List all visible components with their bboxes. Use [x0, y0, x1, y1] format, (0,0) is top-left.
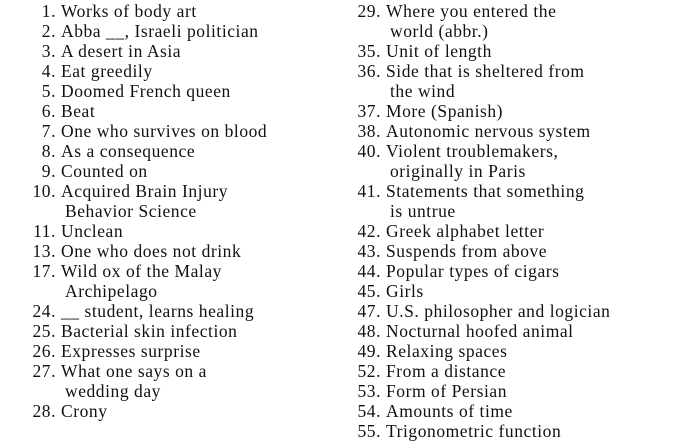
clue-number: 4. [41, 61, 56, 81]
clue-item [6, 241, 336, 261]
clue-text [61, 301, 254, 321]
clue-text [386, 121, 591, 141]
clue-item [6, 401, 336, 421]
clue-item [352, 361, 674, 381]
clue-item [352, 401, 674, 421]
clue-text-line: Suspends from above [386, 241, 548, 261]
clue-text-line: Nocturnal hoofed animal [386, 321, 574, 341]
clue-text-line: Autonomic nervous system [386, 121, 591, 141]
clue-item [352, 301, 674, 321]
clue-item [6, 181, 336, 221]
clue-item [352, 61, 674, 101]
clue-number: 47. [357, 301, 381, 321]
clue-text-line: U.S. philosopher and logician [386, 301, 611, 321]
clue-text [386, 281, 424, 301]
clue-item [352, 321, 674, 341]
clue-text-line: More (Spanish) [386, 101, 504, 121]
clue-text-line: Where you entered the [386, 1, 557, 21]
clue-text-line: Side that is sheltered from [386, 61, 585, 81]
clue-text [386, 101, 503, 121]
clue-text-line: Statements that something [386, 181, 585, 201]
clue-text-line: Bacterial skin infection [61, 321, 238, 341]
clue-list-left [6, 1, 336, 421]
clue-text-line: Works of body art [61, 1, 197, 21]
clue-text-line: As a consequence [61, 141, 196, 161]
clue-text [61, 261, 222, 301]
clue-item [6, 141, 336, 161]
clue-text-line: wedding day [65, 381, 161, 401]
clue-text-line: Violent troublemakers, [386, 141, 559, 161]
clue-text [61, 141, 195, 161]
clue-number: 24. [32, 301, 56, 321]
clue-text [61, 121, 267, 141]
clue-text [61, 61, 153, 81]
clue-number: 1. [41, 1, 56, 21]
clue-text-line: Unclean [61, 221, 124, 241]
clue-text [61, 241, 241, 261]
clue-item [6, 361, 336, 401]
clue-text [61, 221, 123, 241]
clue-number: 42. [357, 221, 381, 241]
clue-number: 44. [357, 261, 381, 281]
clue-text [61, 81, 231, 101]
clue-text-line: Amounts of time [386, 401, 513, 421]
clue-text-line: From a distance [386, 361, 507, 381]
clue-number: 54. [357, 401, 381, 421]
clue-text [61, 341, 201, 361]
clue-text-line: Abba __, Israeli politician [61, 21, 259, 41]
clue-item [6, 341, 336, 361]
clue-item [6, 261, 336, 301]
clue-number: 55. [357, 421, 381, 441]
clue-item [352, 381, 674, 401]
clue-text [61, 161, 148, 181]
clue-item [352, 261, 674, 281]
clue-item [6, 321, 336, 341]
clue-text-line: is untrue [390, 201, 456, 221]
clue-number: 41. [357, 181, 381, 201]
clue-text-line: world (abbr.) [390, 21, 489, 41]
clue-number: 7. [41, 121, 56, 141]
clue-text-line: Behavior Science [65, 201, 197, 221]
clue-text [61, 181, 228, 221]
clue-item [6, 301, 336, 321]
clue-number: 8. [41, 141, 56, 161]
clue-text-line: Trigonometric function [386, 421, 562, 441]
clue-text [61, 361, 207, 401]
clue-item [352, 41, 674, 61]
clue-text [386, 301, 610, 321]
clue-text [386, 221, 544, 241]
clue-number: 43. [357, 241, 381, 261]
clue-item [6, 81, 336, 101]
clue-text-line: Unit of length [386, 41, 492, 61]
clue-number: 28. [32, 401, 56, 421]
clue-text [386, 1, 556, 41]
clue-text [386, 141, 558, 181]
clue-text [386, 321, 574, 341]
clue-text [61, 321, 237, 341]
clue-number: 49. [357, 341, 381, 361]
clue-item [6, 101, 336, 121]
clue-text-line: Beat [61, 101, 96, 121]
clue-item [6, 221, 336, 241]
clue-text-line: Expresses surprise [61, 341, 201, 361]
clue-number: 25. [32, 321, 56, 341]
clue-text-line: Eat greedily [61, 61, 153, 81]
clue-number: 45. [357, 281, 381, 301]
clue-text-line: Greek alphabet letter [386, 221, 545, 241]
clue-number: 2. [41, 21, 56, 41]
clue-text [386, 261, 560, 281]
clue-item [352, 121, 674, 141]
clue-text [61, 41, 181, 61]
clue-list-right [352, 1, 674, 441]
clue-item [6, 61, 336, 81]
clue-number: 38. [357, 121, 381, 141]
clue-item [6, 1, 336, 21]
clue-text-line: Wild ox of the Malay [61, 261, 222, 281]
clue-text-line: Crony [61, 401, 108, 421]
clue-text-line: A desert in Asia [61, 41, 182, 61]
clue-text [386, 61, 585, 101]
clue-text [386, 341, 507, 361]
clue-number: 5. [41, 81, 56, 101]
clue-number: 52. [357, 361, 381, 381]
clue-item [352, 341, 674, 361]
clue-number: 13. [32, 241, 56, 261]
clue-item [352, 221, 674, 241]
clue-item [6, 121, 336, 141]
clue-text-line: Form of Persian [386, 381, 508, 401]
clue-text-line: One who does not drink [61, 241, 242, 261]
clue-text-line: Acquired Brain Injury [61, 181, 229, 201]
clue-text [386, 41, 492, 61]
clue-text-line: __ student, learns healing [61, 301, 255, 321]
clue-number: 26. [32, 341, 56, 361]
clue-item [352, 1, 674, 41]
clue-item [352, 141, 674, 181]
clue-text-line: Doomed French queen [61, 81, 231, 101]
clue-text [386, 401, 513, 421]
clue-number: 35. [357, 41, 381, 61]
clue-item [352, 241, 674, 261]
clue-item [6, 41, 336, 61]
clue-number: 29. [357, 1, 381, 21]
clue-text [386, 241, 547, 261]
clue-text-line: the wind [390, 81, 456, 101]
clue-number: 37. [357, 101, 381, 121]
clue-item [352, 421, 674, 441]
clue-text [386, 421, 561, 441]
clue-number: 53. [357, 381, 381, 401]
clue-text [386, 181, 584, 221]
clue-text [61, 1, 197, 21]
clue-item [6, 161, 336, 181]
clue-item [352, 281, 674, 301]
clue-text-line: What one says on a [61, 361, 207, 381]
clue-item [352, 101, 674, 121]
clue-number: 9. [41, 161, 56, 181]
clue-text-line: originally in Paris [390, 161, 526, 181]
clue-item [352, 181, 674, 221]
clue-number: 17. [32, 261, 56, 281]
clue-number: 27. [32, 361, 56, 381]
clue-number: 40. [357, 141, 381, 161]
clue-text-line: Girls [386, 281, 424, 301]
clue-item [6, 21, 336, 41]
clue-text-line: Popular types of cigars [386, 261, 560, 281]
clue-number: 48. [357, 321, 381, 341]
clue-number: 11. [33, 221, 56, 241]
clue-text [61, 21, 259, 41]
clue-text [386, 361, 506, 381]
clue-text [61, 101, 95, 121]
clue-number: 6. [41, 101, 56, 121]
clue-number: 36. [357, 61, 381, 81]
clue-text-line: One who survives on blood [61, 121, 268, 141]
clue-text-line: Archipelago [65, 281, 158, 301]
clue-text [386, 381, 507, 401]
clue-text-line: Counted on [61, 161, 148, 181]
clue-text [61, 401, 108, 421]
clue-number: 3. [41, 41, 56, 61]
clue-text-line: Relaxing spaces [386, 341, 508, 361]
clue-number: 10. [32, 181, 56, 201]
